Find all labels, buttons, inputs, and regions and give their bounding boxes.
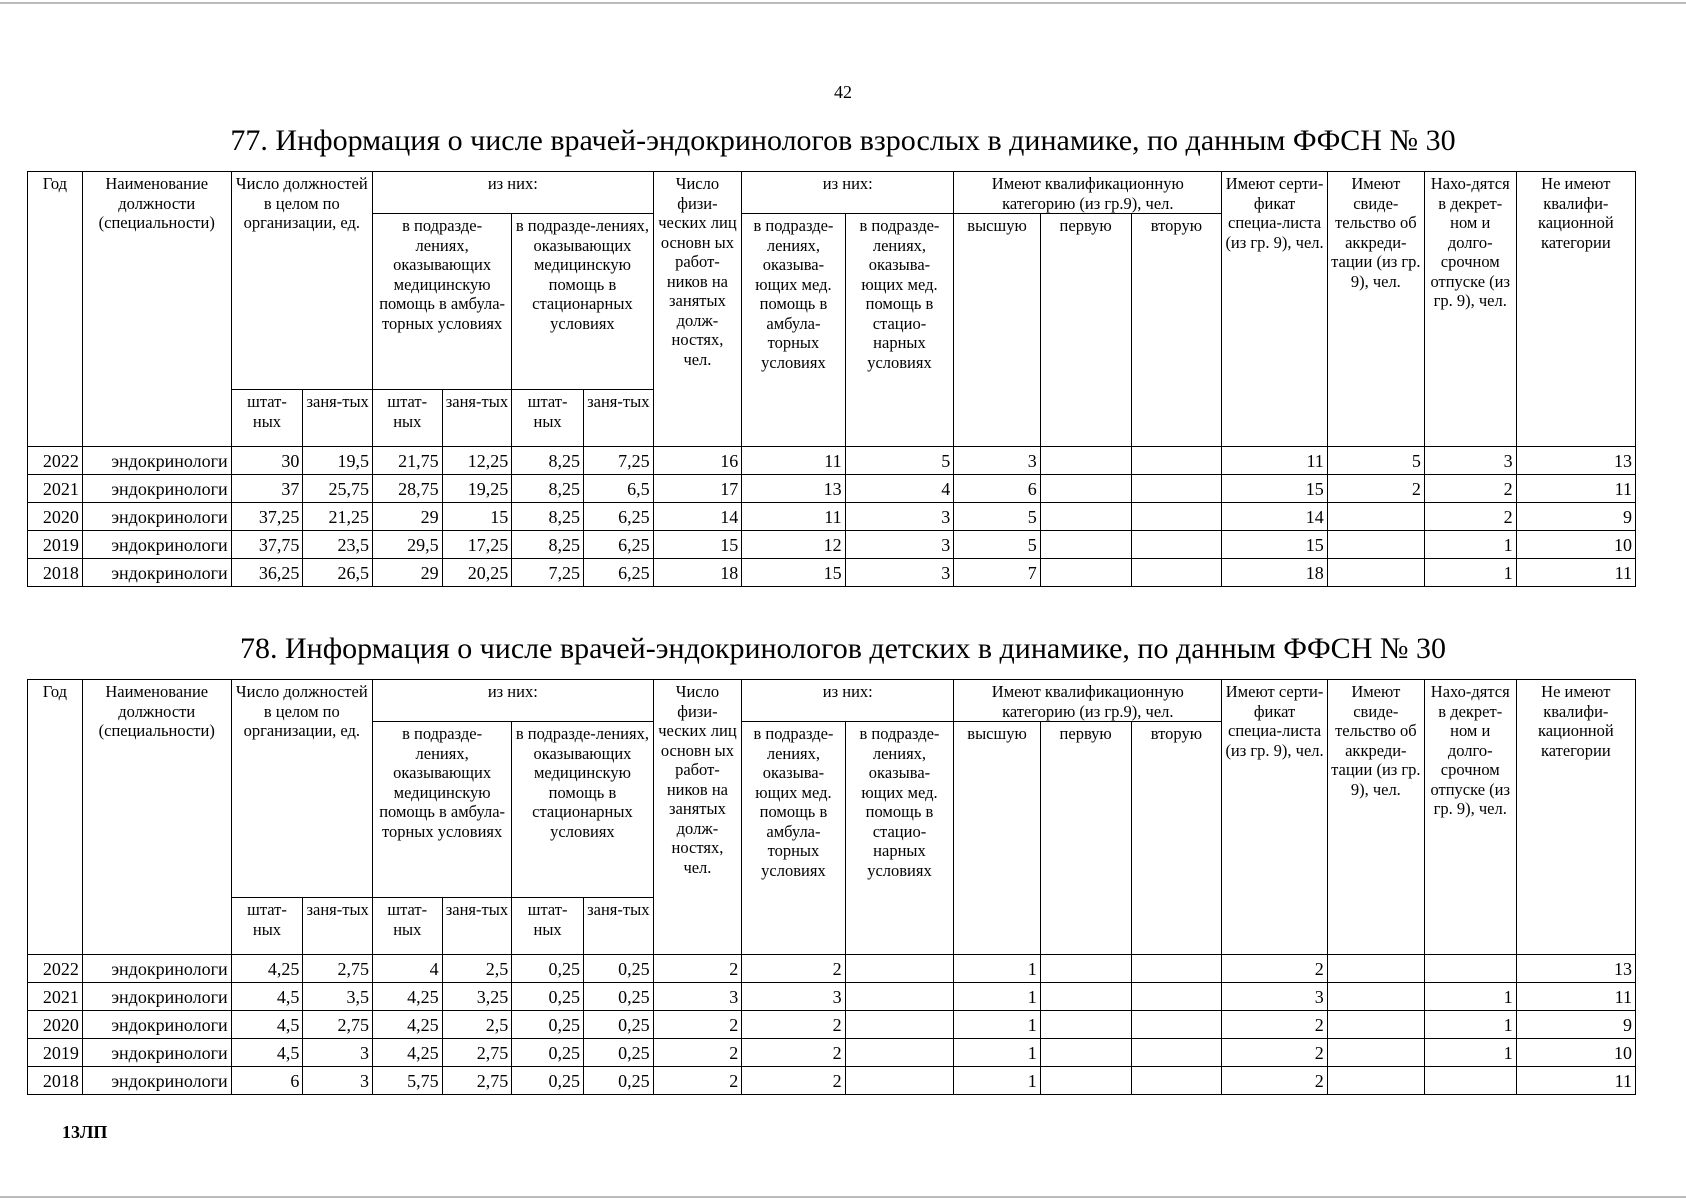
- col-ambulatory-occupied: 17,25: [442, 531, 512, 559]
- col-inpatient-staff: 8,25: [512, 531, 584, 559]
- header-leave: Нахо-дятся в декрет-ном и долго-срочном отпуске (из гр. 9), чел.: [1424, 172, 1516, 447]
- col-ambulatory-occupied: 12,25: [442, 447, 512, 475]
- col-leave: 2: [1424, 475, 1516, 503]
- header-qualification: Имеют квалификационную категорию (из гр.9), чел.: [954, 172, 1222, 214]
- col-year: 2018: [28, 559, 83, 587]
- col-accreditation: [1327, 1067, 1424, 1095]
- col-leave: 1: [1424, 1011, 1516, 1039]
- col-leave: 1: [1424, 1039, 1516, 1067]
- col-cat-highest: 5: [954, 503, 1041, 531]
- col-ambulatory-occupied: 2,5: [442, 1011, 512, 1039]
- col-ambulatory-staff: 29: [372, 503, 442, 531]
- col-no-category: 11: [1516, 983, 1635, 1011]
- col-position: эндокринологи: [82, 475, 231, 503]
- header-staff: штат-ных: [231, 390, 303, 447]
- col-individuals: 16: [653, 447, 742, 475]
- col-positions-occupied: 21,25: [303, 503, 373, 531]
- col-positions-occupied: 19,5: [303, 447, 373, 475]
- col-year: 2018: [28, 1067, 83, 1095]
- header-occupied: заня-тых: [583, 898, 653, 955]
- col-ambulatory-occupied: 19,25: [442, 475, 512, 503]
- col-cat-second: [1131, 447, 1222, 475]
- col-leave: 1: [1424, 983, 1516, 1011]
- header-individuals: Число физи-ческих лиц основн ых работ-ников на занятых долж-ностях, чел.: [653, 680, 742, 955]
- col-in-inpatient: [845, 1011, 954, 1039]
- col-year: 2021: [28, 475, 83, 503]
- header-inpatient-units: в подразде-лениях, оказывающих медицинскую помощь в стационарных условиях: [512, 214, 653, 390]
- col-accreditation: [1327, 955, 1424, 983]
- col-position: эндокринологи: [82, 1011, 231, 1039]
- col-positions-staff: 37,25: [231, 503, 303, 531]
- col-position: эндокринологи: [82, 1067, 231, 1095]
- scan-edge-top: [0, 2, 1686, 4]
- header-occupied: заня-тых: [442, 898, 512, 955]
- header-no-category: Не имеют квалифи-кационной категории: [1516, 680, 1635, 955]
- col-in-ambulatory: 2: [742, 1067, 845, 1095]
- col-positions-staff: 4,5: [231, 1039, 303, 1067]
- col-ambulatory-staff: 4,25: [372, 983, 442, 1011]
- col-cat-first: [1040, 983, 1131, 1011]
- col-leave: 2: [1424, 503, 1516, 531]
- col-no-category: 11: [1516, 1067, 1635, 1095]
- col-positions-occupied: 3: [303, 1067, 373, 1095]
- col-positions-staff: 30: [231, 447, 303, 475]
- col-accreditation: [1327, 559, 1424, 587]
- col-positions-occupied: 26,5: [303, 559, 373, 587]
- col-certificate: 2: [1222, 1067, 1328, 1095]
- col-cat-first: [1040, 559, 1131, 587]
- col-positions-staff: 4,5: [231, 983, 303, 1011]
- col-in-inpatient: [845, 1039, 954, 1067]
- header-highest: высшую: [954, 214, 1041, 447]
- table-row: [28, 475, 1636, 503]
- col-year: 2019: [28, 531, 83, 559]
- col-year: 2022: [28, 955, 83, 983]
- header-in-ambulatory: в подразде-лениях, оказыва-ющих мед. помощь в амбула-торных условиях: [742, 214, 845, 447]
- col-inpatient-occupied: 0,25: [583, 1011, 653, 1039]
- col-accreditation: [1327, 1011, 1424, 1039]
- header-occupied: заня-тых: [442, 390, 512, 447]
- scan-edge-bottom: [0, 1196, 1686, 1198]
- col-positions-staff: 4,5: [231, 1011, 303, 1039]
- col-certificate: 14: [1222, 503, 1328, 531]
- col-certificate: 18: [1222, 559, 1328, 587]
- table-row: [28, 1067, 1636, 1095]
- col-cat-first: [1040, 1011, 1131, 1039]
- col-individuals: 18: [653, 559, 742, 587]
- col-positions-occupied: 3: [303, 1039, 373, 1067]
- col-inpatient-occupied: 6,25: [583, 559, 653, 587]
- col-position: эндокринологи: [82, 447, 231, 475]
- col-individuals: 17: [653, 475, 742, 503]
- col-cat-first: [1040, 955, 1131, 983]
- col-individuals: 2: [653, 1039, 742, 1067]
- col-year: 2020: [28, 503, 83, 531]
- col-certificate: 15: [1222, 531, 1328, 559]
- col-positions-staff: 37,75: [231, 531, 303, 559]
- col-year: 2019: [28, 1039, 83, 1067]
- header-positions-total: Число должностей в целом по организации, ед.: [231, 172, 372, 390]
- col-in-inpatient: [845, 955, 954, 983]
- col-no-category: 11: [1516, 559, 1635, 587]
- header-staff: штат-ных: [372, 390, 442, 447]
- col-in-inpatient: [845, 1067, 954, 1095]
- col-cat-highest: 1: [954, 1039, 1041, 1067]
- col-no-category: 10: [1516, 531, 1635, 559]
- col-inpatient-staff: 8,25: [512, 447, 584, 475]
- col-ambulatory-occupied: 15: [442, 503, 512, 531]
- col-in-inpatient: [845, 983, 954, 1011]
- col-ambulatory-staff: 5,75: [372, 1067, 442, 1095]
- header-position: Наименование должности (специальности): [82, 172, 231, 447]
- col-in-inpatient: 3: [845, 503, 954, 531]
- col-individuals: 2: [653, 955, 742, 983]
- header-of-them-2: из них:: [742, 172, 954, 214]
- header-staff: штат-ных: [372, 898, 442, 955]
- header-first: первую: [1040, 214, 1131, 447]
- col-certificate: 2: [1222, 1039, 1328, 1067]
- header-ambulatory-units: в подразде-лениях, оказывающих медицинскую помощь в амбула-торных условиях: [372, 722, 511, 898]
- col-inpatient-occupied: 0,25: [583, 955, 653, 983]
- col-certificate: 2: [1222, 1011, 1328, 1039]
- col-in-ambulatory: 2: [742, 955, 845, 983]
- col-in-ambulatory: 2: [742, 1011, 845, 1039]
- col-position: эндокринологи: [82, 503, 231, 531]
- table-row: [28, 955, 1636, 983]
- header-first: первую: [1040, 722, 1131, 955]
- table-row: [28, 1011, 1636, 1039]
- col-ambulatory-staff: 21,75: [372, 447, 442, 475]
- col-cat-highest: 6: [954, 475, 1041, 503]
- header-qualification: Имеют квалификационную категорию (из гр.9), чел.: [954, 680, 1222, 722]
- col-individuals: 3: [653, 983, 742, 1011]
- header-occupied: заня-тых: [583, 390, 653, 447]
- col-in-ambulatory: 2: [742, 1039, 845, 1067]
- col-positions-staff: 4,25: [231, 955, 303, 983]
- col-cat-highest: 1: [954, 983, 1041, 1011]
- col-inpatient-occupied: 0,25: [583, 1039, 653, 1067]
- col-position: эндокринологи: [82, 955, 231, 983]
- col-positions-occupied: 2,75: [303, 1011, 373, 1039]
- col-in-inpatient: 4: [845, 475, 954, 503]
- header-of-them: из них:: [372, 172, 653, 214]
- col-positions-occupied: 2,75: [303, 955, 373, 983]
- col-leave: 1: [1424, 531, 1516, 559]
- col-cat-second: [1131, 955, 1222, 983]
- col-accreditation: [1327, 983, 1424, 1011]
- col-in-ambulatory: 11: [742, 447, 845, 475]
- col-cat-second: [1131, 559, 1222, 587]
- col-no-category: 13: [1516, 955, 1635, 983]
- col-year: 2021: [28, 983, 83, 1011]
- col-inpatient-staff: 8,25: [512, 475, 584, 503]
- table-78-title: 78. Информация о числе врачей-эндокринологов детских в динамике, по данным ФФСН № 30: [240, 632, 1446, 665]
- col-ambulatory-staff: 4,25: [372, 1011, 442, 1039]
- header-in-ambulatory: в подразде-лениях, оказыва-ющих мед. помощь в амбула-торных условиях: [742, 722, 845, 955]
- col-no-category: 11: [1516, 475, 1635, 503]
- header-accreditation: Имеют свиде-тельство об аккреди-тации (из гр. 9), чел.: [1327, 172, 1424, 447]
- header-in-inpatient: в подразде-лениях, оказыва-ющих мед. помощь в стацио-нарных условиях: [845, 214, 954, 447]
- col-inpatient-staff: 7,25: [512, 559, 584, 587]
- col-cat-first: [1040, 475, 1131, 503]
- col-certificate: 3: [1222, 983, 1328, 1011]
- col-position: эндокринологи: [82, 531, 231, 559]
- header-no-category: Не имеют квалифи-кационной категории: [1516, 172, 1635, 447]
- col-year: 2020: [28, 1011, 83, 1039]
- header-inpatient-units: в подразде-лениях, оказывающих медицинскую помощь в стационарных условиях: [512, 722, 653, 898]
- header-certificate: Имеют серти-фикат специа-листа (из гр. 9), чел.: [1222, 172, 1328, 447]
- col-accreditation: 5: [1327, 447, 1424, 475]
- header-occupied: заня-тых: [303, 898, 373, 955]
- col-cat-highest: 3: [954, 447, 1041, 475]
- col-individuals: 15: [653, 531, 742, 559]
- header-second: вторую: [1131, 214, 1222, 447]
- col-cat-highest: 1: [954, 955, 1041, 983]
- col-inpatient-occupied: 7,25: [583, 447, 653, 475]
- col-cat-first: [1040, 531, 1131, 559]
- col-in-ambulatory: 3: [742, 983, 845, 1011]
- col-individuals: 14: [653, 503, 742, 531]
- header-individuals: Число физи-ческих лиц основн ых работ-ников на занятых долж-ностях, чел.: [653, 172, 742, 447]
- header-certificate: Имеют серти-фикат специа-листа (из гр. 9), чел.: [1222, 680, 1328, 955]
- col-no-category: 9: [1516, 1011, 1635, 1039]
- header-ambulatory-units: в подразде-лениях, оказывающих медицинскую помощь в амбула-торных условиях: [372, 214, 511, 390]
- col-in-inpatient: 3: [845, 531, 954, 559]
- table-row: [28, 1039, 1636, 1067]
- col-accreditation: [1327, 503, 1424, 531]
- col-leave: 1: [1424, 559, 1516, 587]
- table-row: [28, 447, 1636, 475]
- header-of-them: из них:: [372, 680, 653, 722]
- table-row: [28, 559, 1636, 587]
- col-no-category: 13: [1516, 447, 1635, 475]
- header-in-inpatient: в подразде-лениях, оказыва-ющих мед. помощь в стацио-нарных условиях: [845, 722, 954, 955]
- col-inpatient-staff: 8,25: [512, 503, 584, 531]
- col-in-ambulatory: 11: [742, 503, 845, 531]
- col-inpatient-staff: 0,25: [512, 1039, 584, 1067]
- col-accreditation: [1327, 531, 1424, 559]
- col-leave: [1424, 1067, 1516, 1095]
- col-inpatient-occupied: 6,25: [583, 531, 653, 559]
- col-inpatient-occupied: 0,25: [583, 1067, 653, 1095]
- col-ambulatory-staff: 4,25: [372, 1039, 442, 1067]
- col-positions-staff: 37: [231, 475, 303, 503]
- col-in-inpatient: 5: [845, 447, 954, 475]
- col-inpatient-occupied: 0,25: [583, 983, 653, 1011]
- header-staff: штат-ных: [512, 898, 584, 955]
- col-in-ambulatory: 15: [742, 559, 845, 587]
- header-staff: штат-ных: [512, 390, 584, 447]
- col-ambulatory-occupied: 20,25: [442, 559, 512, 587]
- col-certificate: 2: [1222, 955, 1328, 983]
- col-certificate: 11: [1222, 447, 1328, 475]
- col-individuals: 2: [653, 1011, 742, 1039]
- col-inpatient-occupied: 6,25: [583, 503, 653, 531]
- table-78: [27, 679, 1636, 1095]
- header-accreditation: Имеют свиде-тельство об аккреди-тации (из гр. 9), чел.: [1327, 680, 1424, 955]
- col-in-ambulatory: 12: [742, 531, 845, 559]
- header-staff: штат-ных: [231, 898, 303, 955]
- col-position: эндокринологи: [82, 559, 231, 587]
- col-inpatient-occupied: 6,5: [583, 475, 653, 503]
- table-row: [28, 983, 1636, 1011]
- header-year: Год: [28, 680, 83, 955]
- col-cat-first: [1040, 1039, 1131, 1067]
- col-cat-second: [1131, 1067, 1222, 1095]
- col-cat-second: [1131, 1011, 1222, 1039]
- table-row: [28, 503, 1636, 531]
- col-ambulatory-occupied: 3,25: [442, 983, 512, 1011]
- header-year: Год: [28, 172, 83, 447]
- col-cat-highest: 1: [954, 1011, 1041, 1039]
- col-certificate: 15: [1222, 475, 1328, 503]
- col-ambulatory-staff: 29,5: [372, 531, 442, 559]
- col-cat-first: [1040, 1067, 1131, 1095]
- col-leave: 3: [1424, 447, 1516, 475]
- header-highest: высшую: [954, 722, 1041, 955]
- header-position: Наименование должности (специальности): [82, 680, 231, 955]
- table-row: [28, 531, 1636, 559]
- col-positions-occupied: 3,5: [303, 983, 373, 1011]
- col-cat-highest: 1: [954, 1067, 1041, 1095]
- col-positions-staff: 36,25: [231, 559, 303, 587]
- col-cat-first: [1040, 447, 1131, 475]
- col-inpatient-staff: 0,25: [512, 983, 584, 1011]
- table-77-title: 77. Информация о числе врачей-эндокринологов взрослых в динамике, по данным ФФСН № 30: [230, 124, 1456, 157]
- col-accreditation: 2: [1327, 475, 1424, 503]
- col-year: 2022: [28, 447, 83, 475]
- col-position: эндокринологи: [82, 983, 231, 1011]
- col-inpatient-staff: 0,25: [512, 1011, 584, 1039]
- col-inpatient-staff: 0,25: [512, 1067, 584, 1095]
- col-no-category: 10: [1516, 1039, 1635, 1067]
- table-77: [27, 171, 1636, 587]
- col-accreditation: [1327, 1039, 1424, 1067]
- col-inpatient-staff: 0,25: [512, 955, 584, 983]
- col-cat-highest: 7: [954, 559, 1041, 587]
- col-ambulatory-staff: 28,75: [372, 475, 442, 503]
- header-positions-total: Число должностей в целом по организации, ед.: [231, 680, 372, 898]
- col-cat-highest: 5: [954, 531, 1041, 559]
- col-cat-first: [1040, 503, 1131, 531]
- col-ambulatory-staff: 29: [372, 559, 442, 587]
- col-positions-staff: 6: [231, 1067, 303, 1095]
- col-ambulatory-occupied: 2,5: [442, 955, 512, 983]
- col-cat-second: [1131, 1039, 1222, 1067]
- page-number: 42: [834, 82, 852, 102]
- header-occupied: заня-тых: [303, 390, 373, 447]
- col-ambulatory-occupied: 2,75: [442, 1039, 512, 1067]
- col-positions-occupied: 25,75: [303, 475, 373, 503]
- col-cat-second: [1131, 531, 1222, 559]
- col-no-category: 9: [1516, 503, 1635, 531]
- header-second: вторую: [1131, 722, 1222, 955]
- col-in-inpatient: 3: [845, 559, 954, 587]
- col-ambulatory-occupied: 2,75: [442, 1067, 512, 1095]
- footer-code: 13ЛП: [62, 1122, 108, 1142]
- col-position: эндокринологи: [82, 1039, 231, 1067]
- col-positions-occupied: 23,5: [303, 531, 373, 559]
- header-of-them-2: из них:: [742, 680, 954, 722]
- header-leave: Нахо-дятся в декрет-ном и долго-срочном отпуске (из гр. 9), чел.: [1424, 680, 1516, 955]
- col-cat-second: [1131, 983, 1222, 1011]
- col-leave: [1424, 955, 1516, 983]
- col-in-ambulatory: 13: [742, 475, 845, 503]
- col-individuals: 2: [653, 1067, 742, 1095]
- col-cat-second: [1131, 475, 1222, 503]
- col-cat-second: [1131, 503, 1222, 531]
- col-ambulatory-staff: 4: [372, 955, 442, 983]
